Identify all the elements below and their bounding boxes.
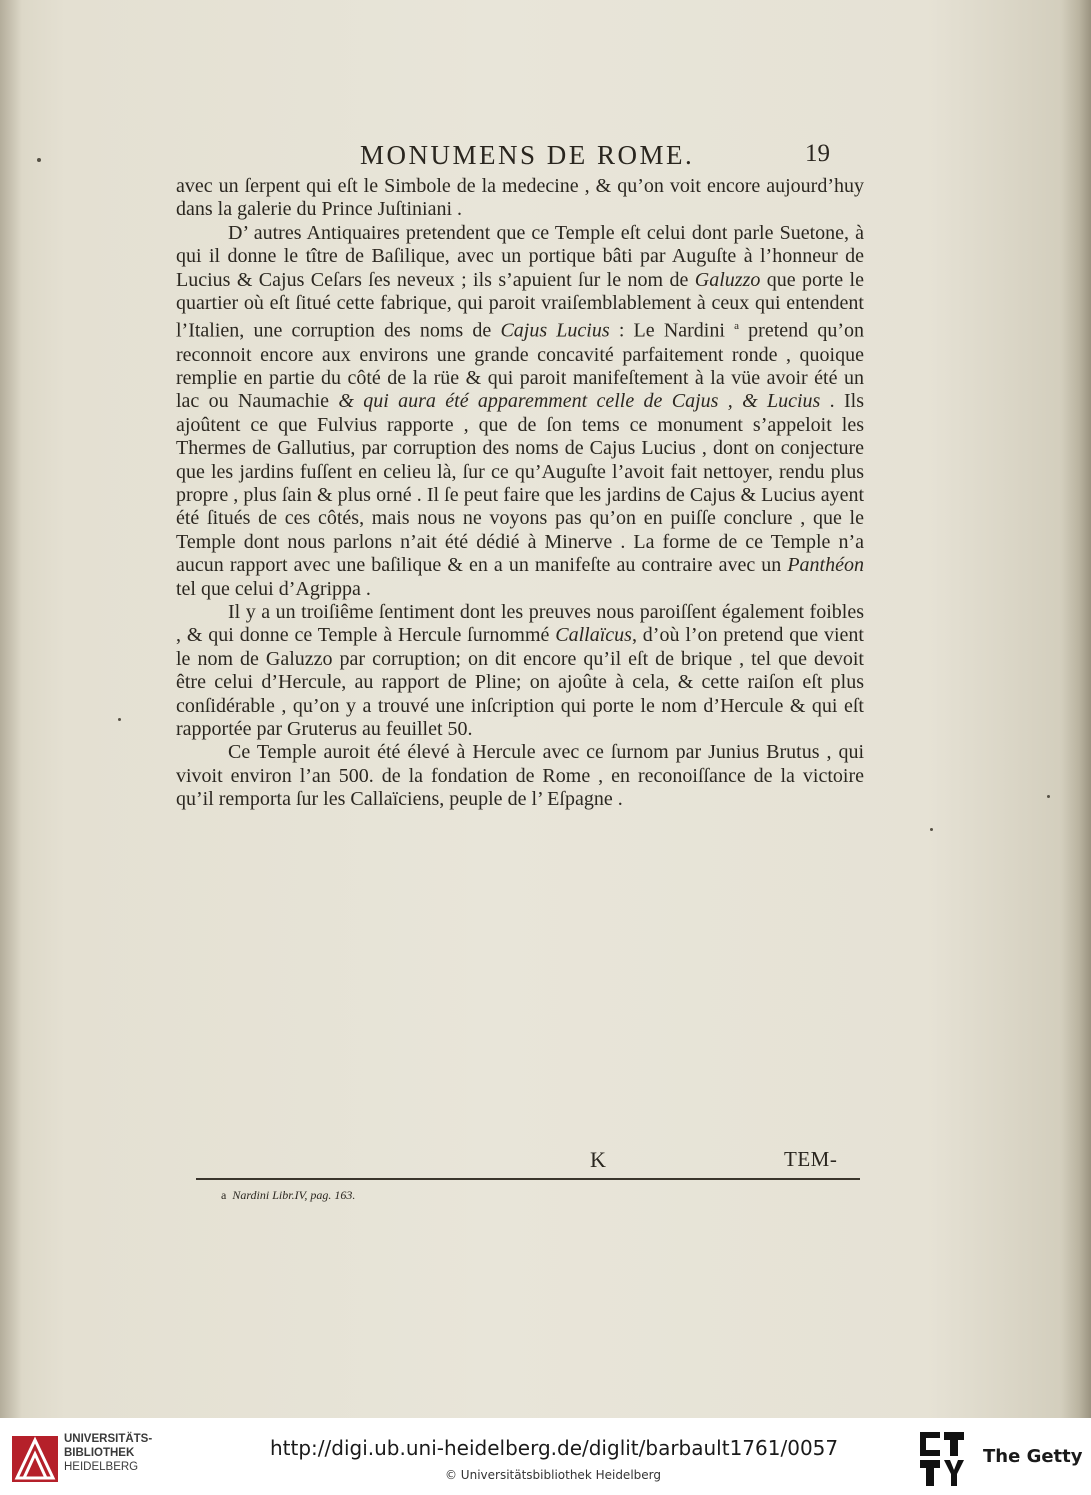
library-name-line: BIBLIOTHEK xyxy=(64,1447,135,1459)
page-gutter-shadow xyxy=(0,0,22,1418)
speck xyxy=(118,718,121,721)
partner-name: The Getty xyxy=(983,1446,1083,1467)
text-run: : Le Nardini xyxy=(609,320,735,343)
university-library-logo-icon xyxy=(12,1428,58,1488)
text-run: tel que celui d’Agrippa . xyxy=(176,577,371,600)
body-text xyxy=(176,175,864,812)
text-run: Il y a un troiſiême ſentiment dont les preuves nous paroiſſent également foibles , & qui donne ce Temple à Hercule ſurnommé xyxy=(176,600,864,647)
text-run: que porte le quartier où eſt ſitué cette fabrique, qui paroit vraiſemblablement à ceux qui entendent l’Italien, une corruption des noms de xyxy=(176,268,864,343)
footnote xyxy=(221,1188,355,1203)
running-head: MONUMENS DE ROME. xyxy=(360,140,695,170)
italic-epithet: Callaïcus xyxy=(555,624,632,647)
text-run: pretend qu’on reconnoit encore aux environs une grande concavité parfaitement ronde , quoique remplie en partie du côté de la rüe & qui paroit manifeſtement à la vüe avoir été un lac ou Naumachie xyxy=(176,320,864,413)
footnote-reference: a xyxy=(734,320,739,333)
italic-phrase: & qui aura été apparemment celle de Cajus , & Lucius xyxy=(338,390,821,413)
paragraph-3 xyxy=(176,601,864,741)
italic-place-name: Galuzzo xyxy=(694,268,761,291)
speck xyxy=(930,828,933,831)
permalink-url[interactable]: http://digi.ub.uni-heidelberg.de/diglit/barbault1761/0057 xyxy=(270,1436,839,1460)
copyright-notice: © Universitätsbibliothek Heidelberg xyxy=(444,1468,661,1482)
italic-names: Cajus Lucius xyxy=(500,320,610,343)
catchword: TEM- xyxy=(784,1147,838,1171)
footnote-mark: a xyxy=(221,1188,227,1202)
signature-mark: K xyxy=(590,1147,606,1172)
paragraph-4: Ce Temple auroit été élevé à Hercule avec ce ſurnom par Junius Brutus , qui vivoit environ l’an 500. de la fondation de Rome , en reconoiſſance de la victoire qu’il remporta ſur les Callaïciens, peuple de l’ Eſpagne . xyxy=(176,741,864,811)
getty-logo-icon xyxy=(918,1430,966,1488)
footnote-text: Nardini Libr.IV, pag. 163. xyxy=(232,1188,356,1202)
page-edge-shadow xyxy=(1061,0,1091,1418)
speck xyxy=(1047,795,1050,798)
library-name xyxy=(64,1432,174,1474)
viewer-footer xyxy=(0,1418,1091,1495)
library-name-line: HEIDELBERG xyxy=(64,1461,139,1473)
paragraph-2 xyxy=(176,222,864,601)
text-run: . Ils ajoûtent ce que Fulvius rapporte , que de ſon tems ce monument s’appeloit les Thermes de Gallutius, par corruption des noms de Cajus Lucius , dont on conjecture que les jardins fuſſent en celieu là, ſur ce qu’Auguſte l’avoit fait nettoyer, rendu plus propre , plus ſain & plus orné . Il ſe peut faire que les jardins de Cajus & Lucius ayent été ſitués de ces côtés, mais nous ne voyons pas qu’on en puiſſe conclure , que le Temple dont nous parlons n’ait été dédié à Minerve . La forme de ce Temple n’a aucun rapport avec une baſilique & en a un manifeſte au contraire avec un xyxy=(176,390,865,577)
text-run: D’ autres Antiquaires pretendent que ce Temple eſt celui dont parle Suetone, à qui il donne le tître de Baſilique, avec un portique bâti par Auguſte à l’honneur de Lucius & Cajus Ceſars ſes neveux ; ils s’apuient ſur le nom de xyxy=(176,221,864,291)
paragraph-1: avec un ſerpent qui eſt le Simbole de la medecine , & qu’on voit encore aujourd’huy dans la galerie du Prince Juſtiniani . xyxy=(176,175,864,221)
speck xyxy=(37,158,41,162)
page-number: 19 xyxy=(805,140,830,167)
text-run: , d’où l’on pretend que vient le nom de Galuzzo par corruption; on dit encore qu’il eſt de brique , tel que devoit être celui d’Hercule, au rapport de Pline; on ajoûte à cela, & cette raiſon eſt plus conſidérable , qu’on y a trouvé une inſcription qui porte le nom d’Hercule & qui eſt rapportée par Gruterus au feuillet 50. xyxy=(176,624,864,740)
italic-pantheon: Panthéon xyxy=(787,554,864,577)
library-name-line: UNIVERSITÄTS- xyxy=(64,1433,153,1445)
footnote-rule xyxy=(196,1178,860,1180)
